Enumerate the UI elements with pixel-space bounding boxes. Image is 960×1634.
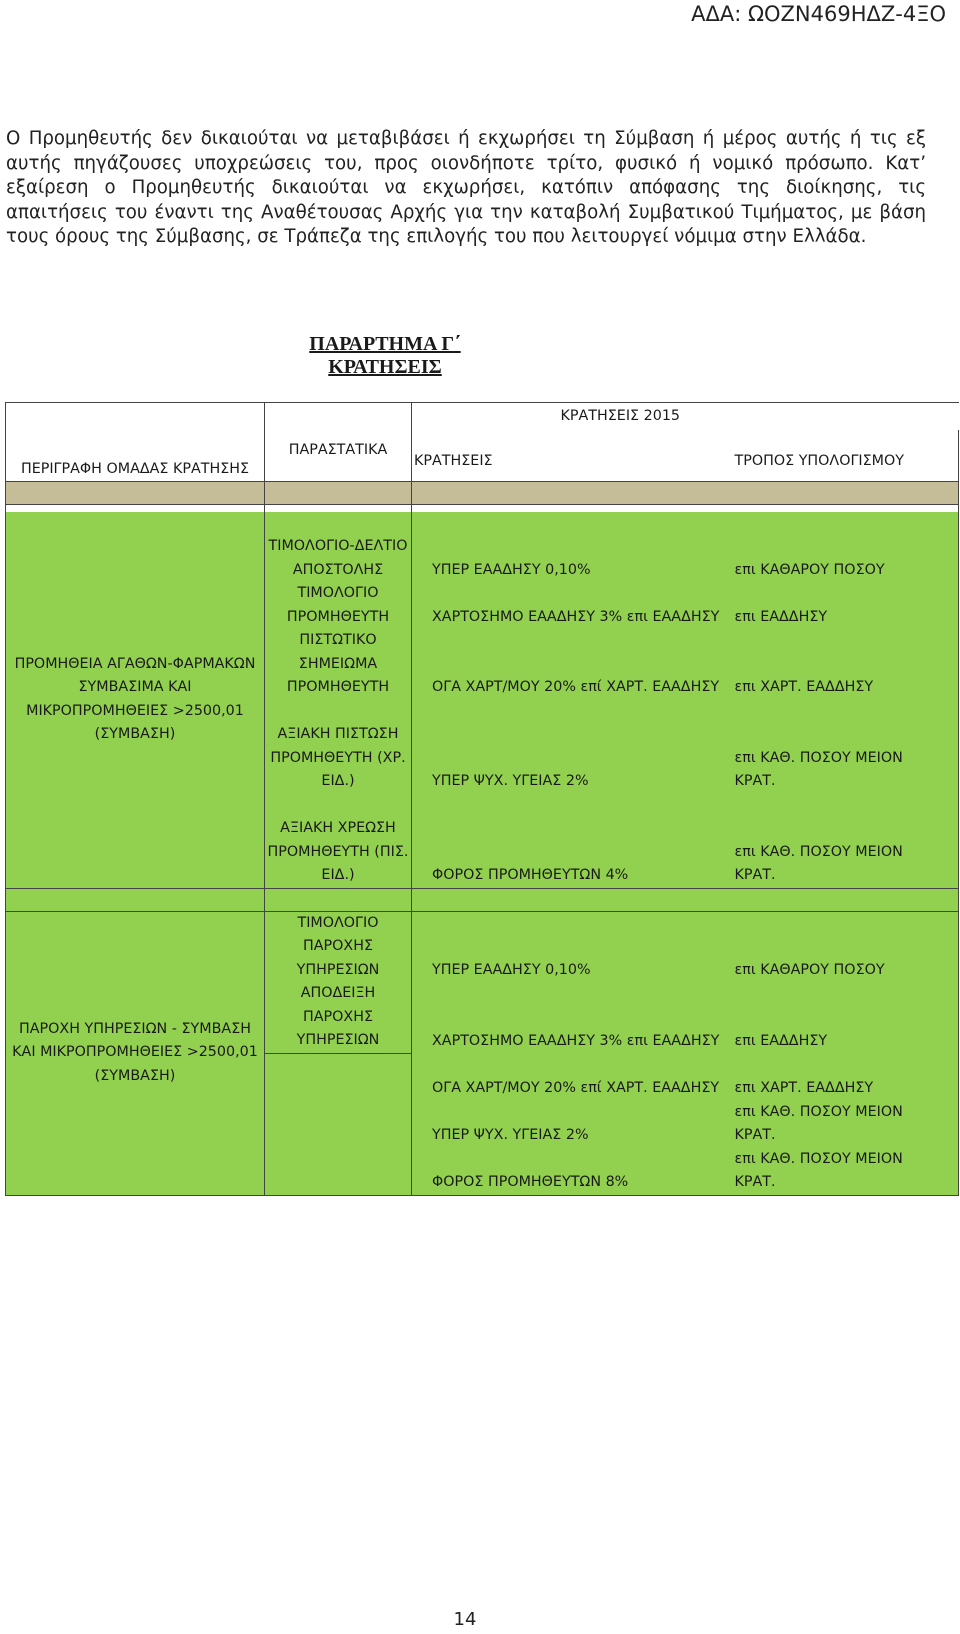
group2-method-5: επι ΚΑΘ. ΠΟΣΟΥ ΜΕΙΟΝ ΚΡΑΤ. bbox=[723, 1148, 959, 1196]
group2-method-3: επι ΧΑΡΤ. ΕΑΔΔΗΣΥ bbox=[723, 1053, 959, 1101]
group2-doc-5 bbox=[265, 1148, 412, 1196]
header-year: ΚΡΑΤΗΣΕΙΣ 2015 bbox=[412, 403, 959, 431]
group1-deduction-3: ΟΓΑ ΧΑΡΤ/ΜΟΥ 20% επί ΧΑΡΤ. ΕΑΑΔΗΣΥ bbox=[412, 629, 723, 700]
deductions-table bbox=[5, 402, 959, 1196]
group2-doc-2: ΑΠΟΔΕΙΞΗ ΠΑΡΟΧΗΣ ΥΠΗΡΕΣΙΩΝ bbox=[265, 982, 412, 1053]
group2-method-2: επι ΕΑΔΔΗΣΥ bbox=[723, 982, 959, 1053]
group1-method-4: επι ΚΑΘ. ΠΟΣΟΥ ΜΕΙΟΝ ΚΡΑΤ. bbox=[723, 700, 959, 794]
group1-doc-4: ΑΞΙΑΚΗ ΠΙΣΤΩΣΗ ΠΡΟΜΗΘΕΥΤΗ (ΧΡ. ΕΙΔ.) bbox=[265, 700, 412, 794]
group1-deduction-1: ΥΠΕΡ ΕΑΑΔΗΣΥ 0,10% bbox=[412, 512, 723, 582]
table-row bbox=[6, 911, 959, 982]
group1-method-3: επι ΧΑΡΤ. ΕΑΔΔΗΣΥ bbox=[723, 629, 959, 700]
group2-deduction-4: ΥΠΕΡ ΨΥΧ. ΥΓΕΙΑΣ 2% bbox=[412, 1101, 723, 1148]
group1-method-1: επι ΚΑΘΑΡΟΥ ΠΟΣΟΥ bbox=[723, 512, 959, 582]
group2-description: ΠΑΡΟΧΗ ΥΠΗΡΕΣΙΩΝ - ΣΥΜΒΑΣΗ ΚΑΙ ΜΙΚΡΟΠΡΟΜΗΘΕΙΕΣ >2500,01 (ΣΥΜΒΑΣΗ) bbox=[6, 911, 265, 1195]
separator-row bbox=[6, 482, 959, 505]
group1-doc-1: ΤΙΜΟΛΟΓΙΟ-ΔΕΛΤΙΟ ΑΠΟΣΤΟΛΗΣ bbox=[265, 512, 412, 582]
header-documents: ΠΑΡΑΣΤΑΤΙΚΑ bbox=[265, 403, 412, 482]
ada-code: ΑΔΑ: ΩΟΖΝ469ΗΔΖ-4ΞΟ bbox=[691, 2, 946, 26]
header-method: ΤΡΟΠΟΣ ΥΠΟΛΟΓΙΣΜΟΥ bbox=[723, 430, 959, 482]
group2-deduction-5: ΦΟΡΟΣ ΠΡΟΜΗΘΕΥΤΩΝ 8% bbox=[412, 1148, 723, 1196]
group1-deduction-2: ΧΑΡΤΟΣΗΜΟ ΕΑΑΔΗΣΥ 3% επι ΕΑΑΔΗΣΥ bbox=[412, 582, 723, 629]
table-header-row bbox=[6, 403, 959, 431]
group2-doc-1: ΤΙΜΟΛΟΓΙΟ ΠΑΡΟΧΗΣ ΥΠΗΡΕΣΙΩΝ bbox=[265, 911, 412, 982]
annex-title: ΠΑΡΑΡΤΗΜΑ Γ΄ bbox=[309, 333, 461, 355]
page-number: 14 bbox=[453, 1609, 477, 1630]
annex-subtitle: ΚΡΑΤΗΣΕΙΣ bbox=[328, 356, 442, 378]
group1-method-2: επι ΕΑΔΔΗΣΥ bbox=[723, 582, 959, 629]
group1-deduction-4: ΥΠΕΡ ΨΥΧ. ΥΓΕΙΑΣ 2% bbox=[412, 700, 723, 794]
group2-method-4: επι ΚΑΘ. ΠΟΣΟΥ ΜΕΙΟΝ ΚΡΑΤ. bbox=[723, 1101, 959, 1148]
group1-description: ΠΡΟΜΗΘΕΙΑ ΑΓΑΘΩΝ-ΦΑΡΜΑΚΩΝ ΣΥΜΒΑΣΙΜΑ ΚΑΙ ΜΙΚΡΟΠΡΟΜΗΘΕΙΕΣ >2500,01 (ΣΥΜΒΑΣΗ) bbox=[6, 512, 265, 888]
group2-deduction-2: ΧΑΡΤΟΣΗΜΟ ΕΑΑΔΗΣΥ 3% επι ΕΑΑΔΗΣΥ bbox=[412, 982, 723, 1053]
table-row bbox=[6, 512, 959, 582]
group1-doc-2: ΤΙΜΟΛΟΓΙΟ ΠΡΟΜΗΘΕΥΤΗ bbox=[265, 582, 412, 629]
group2-doc-3 bbox=[265, 1053, 412, 1101]
group1-method-5: επι ΚΑΘ. ΠΟΣΟΥ ΜΕΙΟΝ ΚΡΑΤ. bbox=[723, 794, 959, 889]
header-description: ΠΕΡΙΓΡΑΦΗ ΟΜΑΔΑΣ ΚΡΑΤΗΣΗΣ bbox=[6, 403, 265, 482]
header-deductions: ΚΡΑΤΗΣΕΙΣ bbox=[414, 452, 493, 469]
group2-deduction-3: ΟΓΑ ΧΑΡΤ/ΜΟΥ 20% επί ΧΑΡΤ. ΕΑΑΔΗΣΥ bbox=[412, 1053, 723, 1101]
group1-doc-3: ΠΙΣΤΩΤΙΚΟ ΣΗΜΕΙΩΜΑ ΠΡΟΜΗΘΕΥΤΗ bbox=[265, 629, 412, 700]
group2-deduction-1: ΥΠΕΡ ΕΑΑΔΗΣΥ 0,10% bbox=[412, 911, 723, 982]
group1-deduction-5: ΦΟΡΟΣ ΠΡΟΜΗΘΕΥΤΩΝ 4% bbox=[412, 794, 723, 889]
group2-method-1: επι ΚΑΘΑΡΟΥ ΠΟΣΟΥ bbox=[723, 911, 959, 982]
contract-paragraph: Ο Προμηθευτής δεν δικαιούται να μεταβιβάσει ή εκχωρήσει τη Σύμβαση ή μέρος αυτής ή τις εξ αυτής πηγάζουσες υποχρεώσεις του, προς οιονδήποτε τρίτο, φυσικό ή νομικό πρόσωπο. Κατ’ εξαίρεση ο Προμηθευτής δικαιούται να εκχωρήσει, κατόπιν απόφασης της διοίκησης, τις απαιτήσεις του έναντι της Αναθέτουσας Αρχής για την καταβολή Συμβατικού Τιμήματος, με βάση τους όρους της Σύμβασης, σε Τράπεζα της επιλογής του που λειτουργεί νόμιμα στην Ελλάδα. bbox=[6, 128, 926, 248]
group2-doc-4 bbox=[265, 1101, 412, 1148]
group1-doc-5: ΑΞΙΑΚΗ ΧΡΕΩΣΗ ΠΡΟΜΗΘΕΥΤΗ (ΠΙΣ. ΕΙΔ.) bbox=[265, 794, 412, 889]
